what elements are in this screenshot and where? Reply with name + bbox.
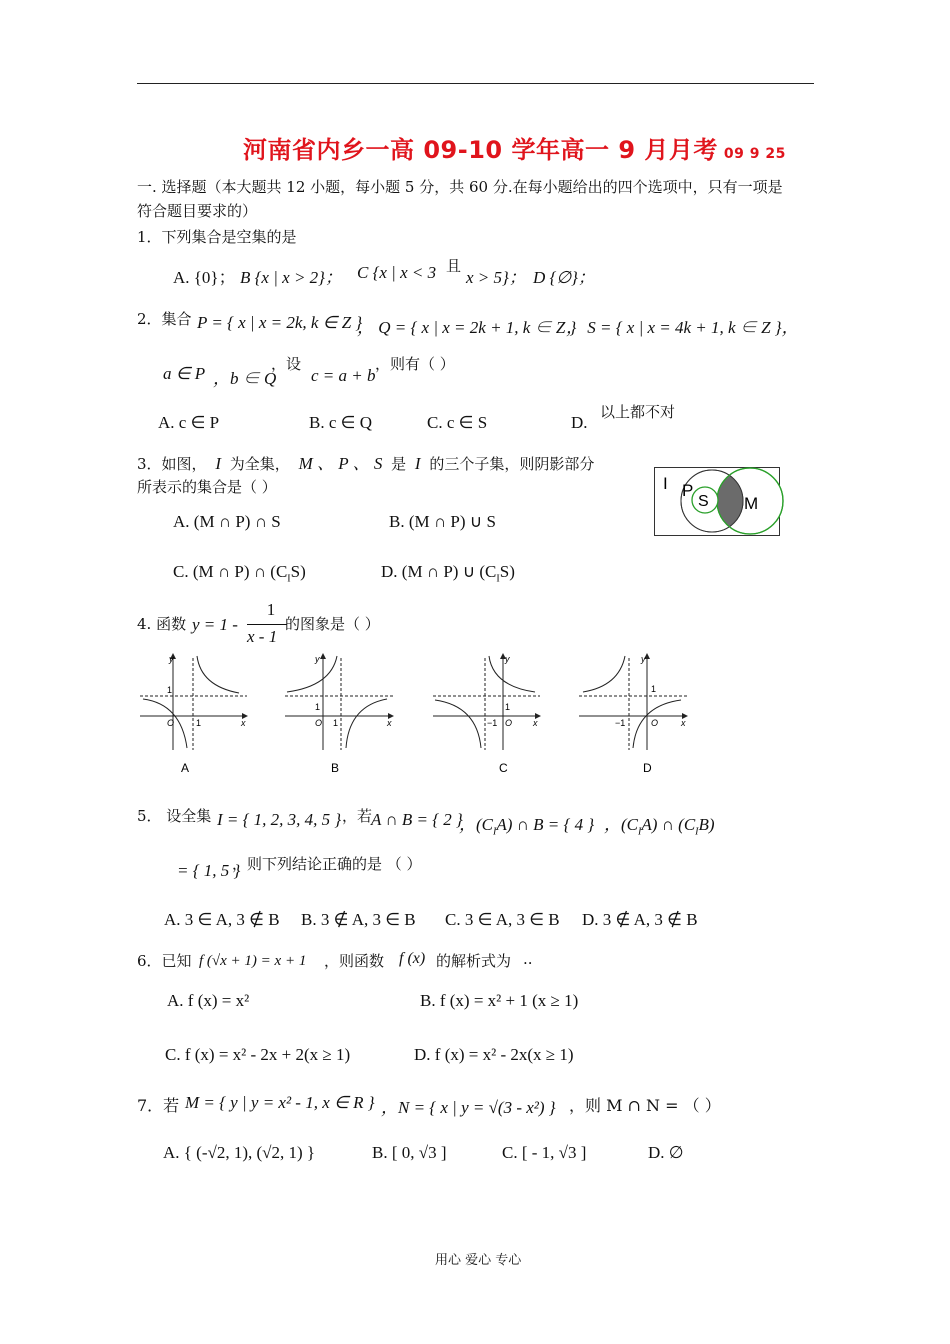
graph-a-o: O — [167, 718, 175, 728]
q1-stem: 1．下列集合是空集的是 — [137, 228, 297, 246]
q5-option-d: D. 3 ∉ A, 3 ∉ B — [582, 910, 698, 929]
graph-label-a: A — [181, 761, 190, 775]
graph-c — [433, 654, 540, 750]
q4-stem-y: y = 1 - — [192, 615, 238, 634]
graph-label-c: C — [499, 761, 508, 775]
q2-question: ，则有（ ） — [375, 355, 455, 373]
q1-option-c-end: x > 5}； — [466, 268, 526, 287]
graph-c-x: x — [533, 718, 538, 728]
q5-cond3-sub: I — [638, 826, 642, 838]
venn-label-s: S — [698, 493, 709, 510]
q6-stem-c: 的解析式为 — [436, 952, 512, 970]
venn-label-i: I — [663, 474, 668, 493]
q3-option-d-main: D. (M ∩ P) ∪ (C — [381, 562, 497, 581]
q2-let: ，设 — [271, 355, 302, 373]
graph-d-y: y — [641, 654, 646, 664]
q3-stem-line2: 所表示的集合是（ ） — [137, 478, 277, 496]
q3-option-c — [173, 562, 306, 584]
page-title — [243, 130, 786, 165]
q5-cond3-sub2: I — [695, 826, 699, 838]
graph-b — [285, 654, 393, 750]
graph-a-one-x: 1 — [196, 718, 202, 728]
q7-option-d: D. ∅ — [648, 1143, 684, 1162]
q3-stem-i: I — [215, 454, 221, 473]
q4-stem-b: 的图象是（ ） — [285, 615, 380, 633]
q3-option-c-end: S) — [290, 562, 306, 581]
q4-frac-num: 1 — [266, 600, 276, 619]
title-text: 河南省内乡一高 09-10 学年高一 9 月月考 — [243, 136, 718, 164]
graph-a-one-y: 1 — [167, 685, 173, 695]
q2-set-q: ， Q = { x | x = 2k + 1, k ∈ Z } — [357, 318, 577, 337]
q5-cond2-end: A) ∩ B = { 4 } — [496, 815, 595, 834]
graph-a-y: y — [169, 654, 174, 664]
q5-cond1: A ∩ B = { 2 } — [371, 810, 463, 829]
q1-option-c-and: 且 — [446, 257, 462, 275]
q5-ruo: ，若 — [342, 807, 373, 825]
q1-option-a: A. {0}； — [173, 268, 236, 287]
graph-d-one-y: 1 — [651, 684, 657, 694]
q7-option-c: C. [ - 1, √3 ] — [502, 1143, 587, 1162]
q7-end: ，则 M ∩ N = （ ） — [569, 1096, 721, 1115]
q2-a-in-p: a ∈ P — [163, 364, 206, 383]
graph-d-x: x — [681, 718, 686, 728]
q4-frac-den: x - 1 — [247, 627, 278, 646]
q6-stem-dots: .. — [523, 950, 533, 968]
graph-b-y: y — [315, 654, 320, 664]
q3-stem-sets: M 、 P 、 S — [298, 454, 383, 473]
graph-c-neg-one: −1 — [487, 718, 498, 728]
q3-stem-g: 的三个子集，则阴影部分 — [429, 455, 595, 473]
q1-option-c: C {x | x < 3 — [357, 263, 437, 282]
q6-option-b: B. f (x) = x² + 1 (x ≥ 1) — [420, 991, 579, 1010]
q6-stem-fx: f (x) — [399, 950, 426, 967]
graph-d — [579, 654, 687, 750]
q6-stem-b: ，则函数 — [324, 952, 385, 970]
q5-set-i: I = { 1, 2, 3, 4, 5 } — [217, 810, 342, 829]
q5-line2-text: ，则下列结论正确的是 （ ） — [232, 855, 422, 873]
q3-stem-i2: I — [414, 454, 421, 473]
venn-diagram — [654, 467, 781, 537]
q5-cond2-sub: I — [493, 826, 497, 838]
q2-set-p: P = { x | x = 2k, k ∈ Z } — [197, 313, 363, 332]
section-heading-line2: 符合题目要求的） — [137, 202, 258, 220]
q1-option-b: B {x | x > 2}； — [240, 268, 342, 287]
q5-option-b: B. 3 ∉ A, 3 ∈ B — [301, 910, 416, 929]
q3-option-b: B. (M ∩ P) ∪ S — [389, 512, 496, 531]
q4-graphs — [135, 648, 695, 775]
q5-stem: 5． 设全集 — [137, 807, 212, 825]
q6-stem-f: f (√x + 1) = x + 1 — [199, 953, 307, 969]
q4-stem-a: 4. 函数 — [137, 615, 187, 633]
q7-set-n: ，N = { x | y = √(3 - x²) } — [381, 1098, 556, 1117]
q2-stem: 2．集合 — [137, 310, 192, 328]
graph-b-x: x — [387, 718, 392, 728]
q2-option-d-letter: D. — [571, 413, 588, 432]
section-heading-line1: 一. 选择题（本大题共 12 小题，每小题 5 分，共 60 分.在每小题给出的四个选项中，只有一项是 — [137, 178, 783, 196]
q3-stem-line1 — [137, 449, 594, 474]
graph-label-d: D — [643, 761, 652, 775]
title-date: 09 9 25 — [723, 146, 786, 162]
q7-option-a: A. { (-√2, 1), (√2, 1) } — [163, 1143, 316, 1162]
q2-set-s: ， S = { x | x = 4k + 1, k ∈ Z }， — [566, 318, 799, 337]
q3-option-d-sub: I — [496, 573, 500, 585]
graph-b-o: O — [315, 718, 323, 728]
q5-cond3-mid: A) ∩ (C — [641, 815, 696, 834]
q5-option-c: C. 3 ∈ A, 3 ∈ B — [445, 910, 560, 929]
q3-option-c-main: C. (M ∩ P) ∩ (C — [173, 562, 288, 581]
q5-cond3-end: B) — [698, 815, 715, 834]
graph-c-one-y: 1 — [505, 702, 511, 712]
q2-option-b: B. c ∈ Q — [309, 413, 372, 432]
q6-option-a: A. f (x) = x² — [167, 991, 250, 1010]
graph-c-y: y — [505, 654, 510, 664]
q3-stem-e: 是 — [391, 455, 407, 473]
q7-stem: 7．若 — [137, 1096, 180, 1115]
q3-option-d — [381, 562, 515, 584]
graph-label-b: B — [331, 761, 340, 775]
q2-option-c: C. c ∈ S — [427, 413, 488, 432]
venn-label-p: P — [682, 481, 694, 500]
q2-b-in-q: ，b ∈ Q — [213, 369, 277, 388]
q7-set-m: M = { y | y = x² - 1, x ∈ R } — [185, 1093, 375, 1112]
q3-stem-a: 3．如图， — [137, 455, 207, 473]
graph-d-o: O — [651, 718, 659, 728]
q1-option-d: D {∅}； — [533, 268, 595, 287]
q5-line2-set: = { 1, 5 } — [177, 861, 241, 880]
q3-stem-c: 为全集， — [229, 455, 290, 473]
q5-option-a: A. 3 ∈ A, 3 ∉ B — [164, 910, 280, 929]
q5-cond3 — [604, 810, 715, 837]
graph-d-neg-one: −1 — [615, 718, 626, 728]
q6-option-d: D. f (x) = x² - 2x(x ≥ 1) — [414, 1045, 574, 1064]
graph-c-o: O — [505, 718, 513, 728]
q3-option-a: A. (M ∩ P) ∩ S — [173, 512, 281, 531]
q5-cond3-a: ，(C — [604, 815, 638, 834]
q5-cond2-a: ，(C — [459, 815, 493, 834]
q6-stem-a: 6．已知 — [137, 952, 192, 970]
q3-option-d-end: S) — [499, 562, 515, 581]
q5-cond2 — [459, 810, 594, 837]
q2-c-def: c = a + b — [311, 366, 376, 385]
graph-b-one-x: 1 — [333, 718, 339, 728]
q7-option-b: B. [ 0, √3 ] — [372, 1143, 447, 1162]
header-rule — [137, 83, 814, 84]
graph-a — [140, 654, 247, 750]
q6-option-c: C. f (x) = x² - 2x + 2(x ≥ 1) — [165, 1045, 351, 1064]
graph-a-x: x — [241, 718, 246, 728]
q2-option-a: A. c ∈ P — [158, 413, 220, 432]
q2-option-d-text: 以上都不对 — [600, 403, 676, 421]
venn-label-m: M — [744, 494, 759, 513]
graph-b-one-y: 1 — [315, 702, 321, 712]
page-footer: 用心 爱心 专心 — [435, 1253, 522, 1268]
q4-frac-bar — [247, 624, 287, 625]
q3-option-c-sub: I — [287, 573, 291, 585]
